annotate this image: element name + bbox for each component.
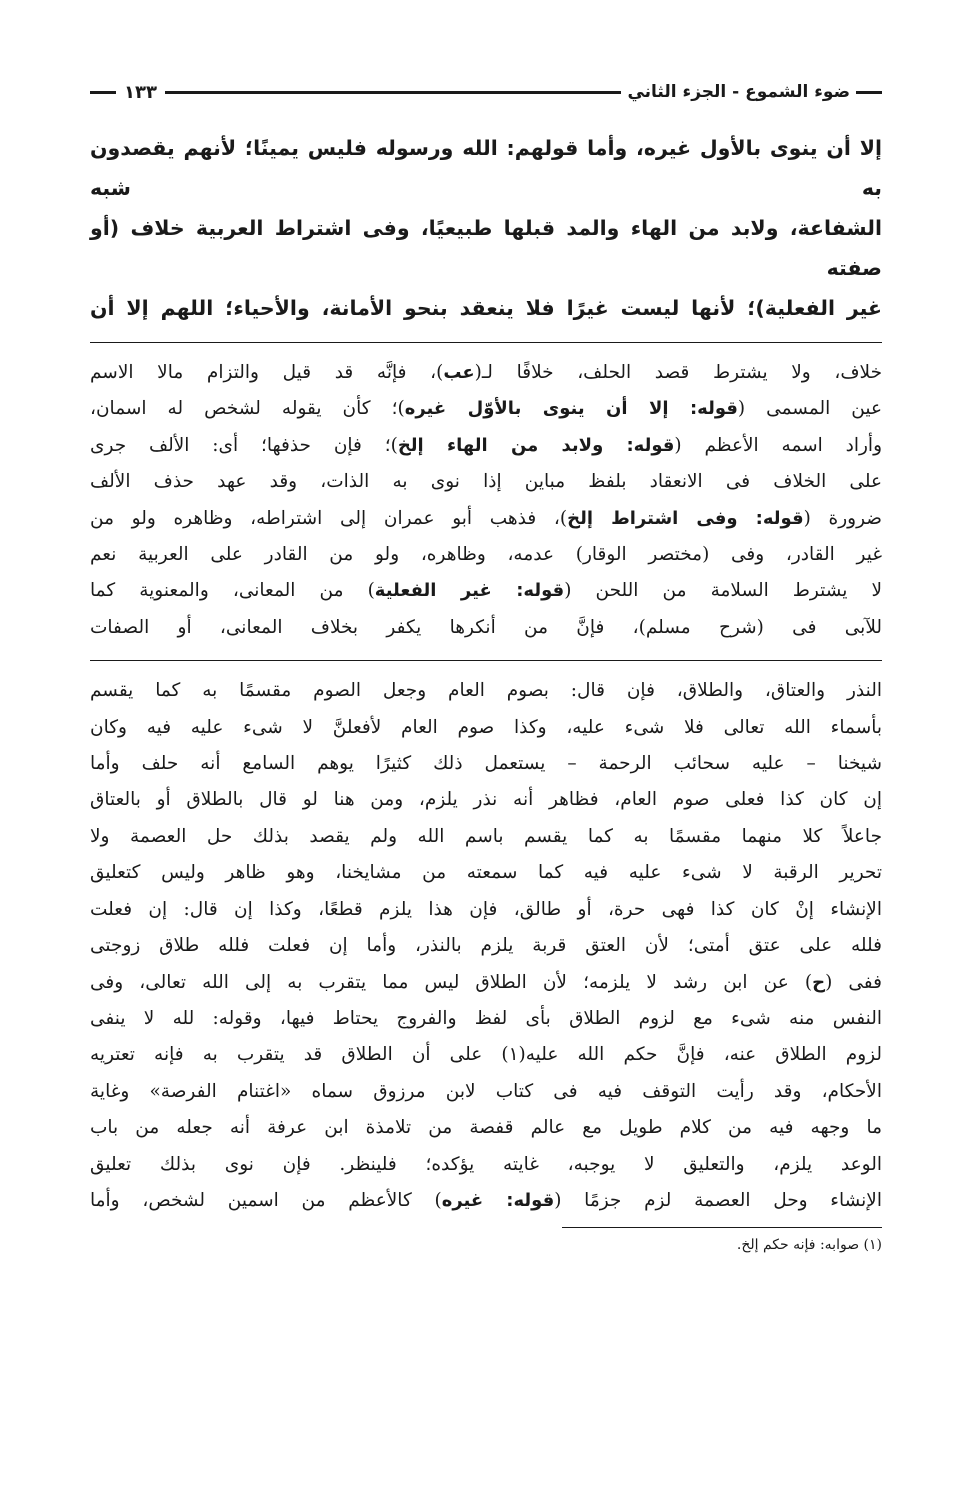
gloss-line [90,928,882,964]
main-text-line: الشفاعة، ولابد من الهاء والمد قبلها طبيعيًا، وفى اشتراط العربية خلاف (أو صفته [90,216,882,280]
text-run: )، فذهب أبو عمران إلى اشتراطه، وظاهره ولو من [90,507,568,529]
text-run: ففى ( [825,971,882,993]
main-text-line: غير الفعلية)؛ لأنها ليست غيرًا فلا ينعقد بنحو الأمانة، والأحياء؛ اللهم إلا أن [90,296,882,320]
text-run: )، فإنَّه قد قيل والتزام مالا الاسم [90,362,444,383]
commentary-line [90,355,882,391]
quoted-lemma: قوله: وفى اشتراط إلخ [567,507,804,529]
head-dash-left [90,91,116,94]
text-run: )؛ فإن حذفها؛ أى: الألف جرى [90,434,398,456]
text-run: لزوم الطلاق عنه، فإنَّ حكم الله عليه(١) على أن الطلاق قد يتقرب به فإنه تعتريه [90,1044,882,1066]
text-run: غير القادر، وفى (مختصر الوقار) عدمه، وظاهره، ولو من القادر على العربية نعم [90,544,882,566]
text-run: على الخلاف فى الانعقاد بلفظ مباين إذا نوى به الذات، وقد عهد حذف الألف [90,471,882,493]
book-title: ضوء الشموع - الجزء الثاني [627,82,850,102]
text-run: ) كالأعظم من اسمين لشخص، وأما [90,1189,442,1211]
text-run: ) عن ابن رشد لا يلزمه؛ لأن الطلاق ليس مما يتقرب به إلى الله تعالى، وفى [90,971,813,993]
footnote-rule [562,1227,882,1228]
gloss-line [90,673,882,709]
commentary-text [90,355,882,646]
text-run: الوعد يلزم، والتعليق لا يوجبه، غايته يؤكده؛ فلينظر. فإن نوى بذلك تعليق [90,1153,882,1175]
commentary-line [90,610,882,646]
main-text-line: إلا أن ينوى بالأول غيره، وأما قولهم: الله ورسوله فليس يمينًا؛ لأنهم يقصدون به شبه [90,136,882,200]
quoted-lemma: عب [443,362,475,383]
text-run: للآبى فى (شرح مسلم)، فإنَّ من أنكرها يكفر بخلاف المعانى، أو الصفات [90,616,882,638]
gloss-line [90,1147,882,1183]
commentary-line [90,464,882,500]
text-run: إن كان كذا فعلى صوم العام، فظاهر أنه نذر يلزم، ومن هنا لو قال بالطلاق أو بالعتاق [90,789,882,811]
gloss-line [90,1074,882,1110]
text-run: لا يشترط السلامة من اللحن ( [564,580,882,602]
commentary-line [90,391,882,427]
text-run: تحرير الرقبة لا شىء عليه فيه كما سمعته من مشايخنا، وهو ظاهر وليس كتعليق [90,862,882,884]
text-run: وأراد اسمه الأعظم ( [674,434,882,456]
text-run: عين المسمى ( [737,398,882,420]
gloss-text [90,673,882,1219]
gloss-line [90,965,882,1001]
gloss-line [90,1037,882,1073]
sharh-divider [90,660,882,661]
commentary-line [90,573,882,609]
text-run: ما وجهه فيه من كلام طويل مع عالم قفصة من تلامذة ابن عرفة أنه جعله من باب [90,1117,882,1139]
text-run: خلاف، ولا يشترط قصد الحلف، خلافًا لـ( [474,362,882,383]
matn-divider [90,342,882,343]
text-run: ضرورة ( [803,507,882,529]
quoted-lemma: قوله: إلا أن ينوى بالأوّل غيره [404,398,738,420]
gloss-line [90,746,882,782]
text-run: شيخنا – عليه سحائب الرحمة – يستعمل ذلك كثيرًا يوهم السامع أنه حلف وأما [90,753,882,775]
gloss-line [90,819,882,855]
gloss-line [90,855,882,891]
running-head [90,70,882,114]
head-dash-right [856,91,882,94]
text-run: )؛ كأن يقوله لشخص له اسمان، [90,398,405,420]
text-run: بأسماء الله تعالى فلا شىء عليه، وكذا صوم العام لأفعلنَّ لا شىء عليه فيه وكان [90,716,882,738]
quoted-lemma: قوله: ولابد من الهاء إلخ [397,434,675,456]
head-rule [165,91,622,94]
text-run: فلله على عتق أمتى؛ لأن العتق قربة يلزم بالنذر، وأما إن فعلت فلله طلاق زوجتى [90,935,882,957]
commentary-line [90,537,882,573]
text-run: جاعلاً كلا منهما مقسمًا به كما يقسم باسم الله ولم يقصد بذلك حل العصمة ولا [90,825,882,847]
quoted-lemma: قوله: غيره [441,1189,555,1211]
gloss-line [90,1183,882,1219]
gloss-line [90,1110,882,1146]
gloss-line [90,1001,882,1037]
text-run: الإنشاء وحل العصمة لزم جزمًا ( [554,1189,882,1211]
quoted-lemma: قوله: غير الفعلية [374,580,565,602]
gloss-line [90,782,882,818]
commentary-line [90,428,882,464]
text-run: ) من المعانى، والمعنوية كما [90,580,375,602]
main-text [90,128,882,328]
gloss-line [90,710,882,746]
footnote: (١) صوابه: فإنه حكم إلخ. [736,1237,882,1254]
text-run: النفس منه شىء مع لزوم الطلاق بأى لفظ والفروج يحتاط فيها، وقوله: لله لا ينفى [90,1007,882,1029]
page-number: ١٣٣ [124,81,157,103]
gloss-line [90,892,882,928]
text-run: الإنشاء إنْ كان كذا فهى حرة، أو طالق، فإن هذا يلزم قطعًا، وكذا إن قال: إن فعلت [90,898,882,920]
book-page [90,70,882,1256]
text-run: النذر والعتاق، والطلاق، فإن قال: بصوم العام وجعل الصوم مقسمًا به كما يقسم [90,680,882,702]
text-run: الأحكام، وقد رأيت التوقف فيه فى كتاب لابن مرزوق سماه «اغتنام الفرصة» وغاية [90,1080,882,1102]
quoted-lemma: ح [812,971,826,993]
commentary-line [90,501,882,537]
